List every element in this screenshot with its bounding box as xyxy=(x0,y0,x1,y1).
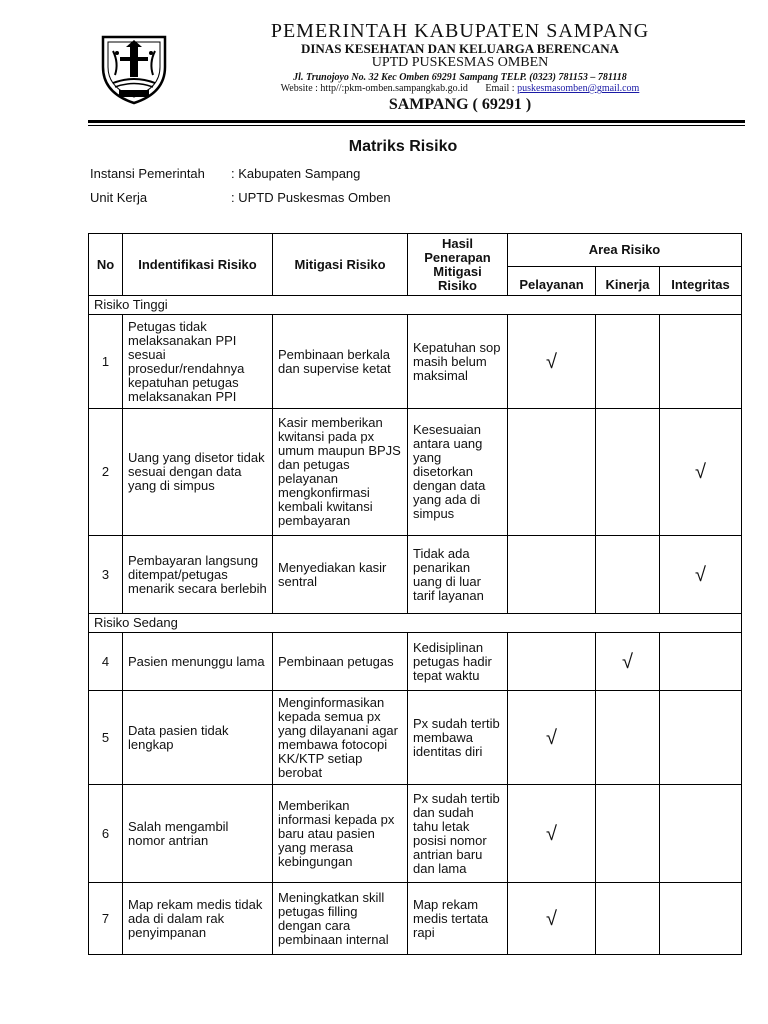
cell-no: 1 xyxy=(89,315,123,409)
letterhead-email-label: Email : xyxy=(485,83,515,94)
letterhead-website: Website : http//:pkm-omben.sampangkab.go.id xyxy=(280,83,468,94)
section-row-high xyxy=(89,296,742,315)
table-row xyxy=(89,536,742,614)
cell-integritas: √ xyxy=(660,409,742,536)
section-label-medium: Risiko Sedang xyxy=(89,614,742,633)
cell-kinerja xyxy=(596,536,660,614)
header-no: No xyxy=(89,234,123,296)
table-row xyxy=(89,883,742,955)
cell-hasil: Px sudah tertib membawa identitas diri xyxy=(408,691,508,785)
cell-integritas xyxy=(660,883,742,955)
cell-pelayanan: √ xyxy=(508,691,596,785)
letterhead-government: PEMERINTAH KABUPATEN SAMPANG xyxy=(270,20,650,42)
cell-kinerja xyxy=(596,785,660,883)
cell-hasil: Kedisiplinan petugas hadir tepat waktu xyxy=(408,633,508,691)
cell-identifikasi: Salah mengambil nomor antrian xyxy=(123,785,273,883)
cell-pelayanan: √ xyxy=(508,883,596,955)
table-header-row xyxy=(89,234,742,267)
cell-pelayanan: √ xyxy=(508,315,596,409)
cell-no: 6 xyxy=(89,785,123,883)
cell-kinerja: √ xyxy=(596,633,660,691)
cell-hasil: Kepatuhan sop masih belum maksimal xyxy=(408,315,508,409)
cell-hasil: Map rekam medis tertata rapi xyxy=(408,883,508,955)
section-row-medium xyxy=(89,614,742,633)
cell-no: 4 xyxy=(89,633,123,691)
cell-mitigasi: Kasir memberikan kwitansi pada px umum maupun BPJS dan petugas pelayanan mengkonfirmasi kembali kwitansi pembayaran xyxy=(273,409,408,536)
cell-integritas: √ xyxy=(660,536,742,614)
table-row xyxy=(89,691,742,785)
letterhead-unit: UPTD PUSKESMAS OMBEN xyxy=(371,55,549,70)
cell-identifikasi: Uang yang disetor tidak sesuai dengan data yang di simpus xyxy=(123,409,273,536)
letterhead-contact xyxy=(185,83,735,94)
letterhead-department: DINAS KESEHATAN DAN KELUARGA BERENCANA xyxy=(300,41,620,56)
cell-integritas xyxy=(660,315,742,409)
meta-unit-value: : UPTD Puskesmas Omben xyxy=(231,190,391,205)
cell-identifikasi: Petugas tidak melaksanakan PPI sesuai prosedur/rendahnya kepatuhan petugas melaksanakan PPI xyxy=(123,315,273,409)
meta-instansi-label: Instansi Pemerintah xyxy=(90,166,205,181)
cell-mitigasi: Memberikan informasi kepada px baru atau pasien yang merasa kebingungan xyxy=(273,785,408,883)
cell-pelayanan xyxy=(508,409,596,536)
cell-no: 7 xyxy=(89,883,123,955)
cell-hasil: Kesesuaian antara uang yang disetorkan dengan data yang ada di simpus xyxy=(408,409,508,536)
header-identifikasi: Indentifikasi Risiko xyxy=(123,234,273,296)
cell-hasil: Tidak ada penarikan uang di luar tarif layanan xyxy=(408,536,508,614)
cell-identifikasi: Pasien menunggu lama xyxy=(123,633,273,691)
meta-unit-label: Unit Kerja xyxy=(90,190,148,205)
cell-mitigasi: Meningkatkan skill petugas filling dengan cara pembinaan internal xyxy=(273,883,408,955)
letterhead-divider-thick xyxy=(88,120,745,123)
cell-mitigasi: Pembinaan berkala dan supervise ketat xyxy=(273,315,408,409)
kabupaten-seal-logo xyxy=(93,23,175,105)
letterhead-address: Jl. Trunojoyo No. 32 Kec Omben 69291 Sampang TELP. (0323) 781153 – 781118 xyxy=(293,72,627,83)
cell-kinerja xyxy=(596,409,660,536)
cell-kinerja xyxy=(596,883,660,955)
cell-pelayanan xyxy=(508,633,596,691)
cell-no: 5 xyxy=(89,691,123,785)
table-row xyxy=(89,315,742,409)
table-row xyxy=(89,409,742,536)
cell-identifikasi: Map rekam medis tidak ada di dalam rak penyimpanan xyxy=(123,883,273,955)
risk-matrix-table xyxy=(88,233,742,955)
cell-identifikasi: Pembayaran langsung ditempat/petugas menarik secara berlebih xyxy=(123,536,273,614)
letterhead-city: SAMPANG ( 69291 ) xyxy=(388,96,532,113)
section-label-high: Risiko Tinggi xyxy=(89,296,742,315)
table-row xyxy=(89,633,742,691)
document-title: Matriks Risiko xyxy=(348,138,458,155)
cell-kinerja xyxy=(596,691,660,785)
letterhead-email-link[interactable]: puskesmasomben@gmail.com xyxy=(517,83,640,94)
cell-mitigasi: Pembinaan petugas xyxy=(273,633,408,691)
cell-pelayanan xyxy=(508,536,596,614)
cell-integritas xyxy=(660,785,742,883)
cell-mitigasi: Menyediakan kasir sentral xyxy=(273,536,408,614)
cell-identifikasi: Data pasien tidak lengkap xyxy=(123,691,273,785)
cell-integritas xyxy=(660,691,742,785)
cell-no: 2 xyxy=(89,409,123,536)
table-row xyxy=(89,785,742,883)
header-area-risiko: Area Risiko xyxy=(508,234,742,267)
cell-pelayanan: √ xyxy=(508,785,596,883)
header-pelayanan: Pelayanan xyxy=(508,267,596,296)
cell-mitigasi: Menginformasikan kepada semua px yang dilayanani agar membawa fotocopi KK/KTP setiap berobat xyxy=(273,691,408,785)
header-mitigasi: Mitigasi Risiko xyxy=(273,234,408,296)
meta-instansi-value: : Kabupaten Sampang xyxy=(231,166,361,181)
cell-no: 3 xyxy=(89,536,123,614)
letterhead-divider-thin xyxy=(88,125,745,126)
header-kinerja: Kinerja xyxy=(596,267,660,296)
cell-hasil: Px sudah tertib dan sudah tahu letak posisi nomor antrian baru dan lama xyxy=(408,785,508,883)
header-hasil: Hasil Penerapan Mitigasi Risiko xyxy=(408,234,508,296)
cell-integritas xyxy=(660,633,742,691)
cell-kinerja xyxy=(596,315,660,409)
header-integritas: Integritas xyxy=(660,267,742,296)
